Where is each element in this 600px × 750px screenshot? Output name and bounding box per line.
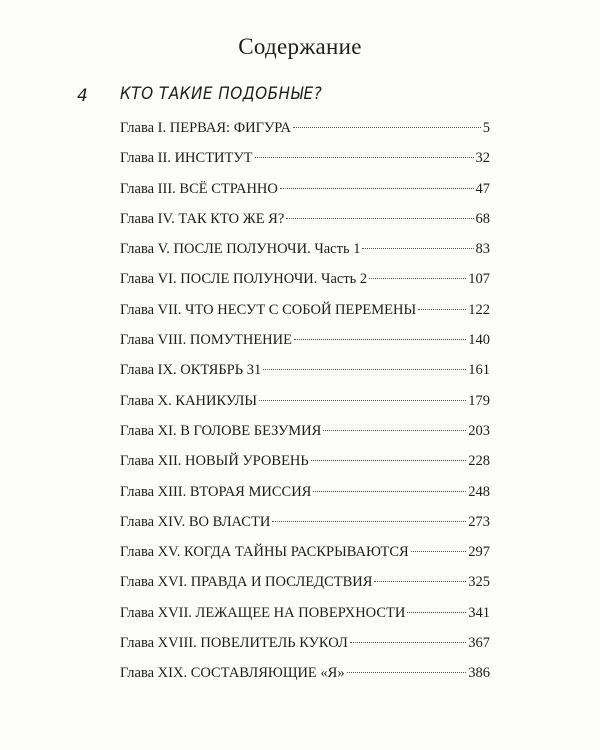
- toc-entry-page: 248: [468, 483, 490, 500]
- toc-entry[interactable]: [120, 628, 490, 658]
- toc-leader-dots: [362, 248, 473, 249]
- toc-entry-page: 367: [468, 635, 490, 652]
- toc-entry[interactable]: [120, 143, 490, 173]
- toc-entry[interactable]: [120, 477, 490, 507]
- toc-entry[interactable]: [120, 386, 490, 416]
- toc-entry-title: Глава VII. ЧТО НЕСУТ С СОБОЙ ПЕРЕМЕНЫ: [120, 301, 417, 318]
- toc-leader-dots: [350, 642, 466, 643]
- toc-entry-title: Глава III. ВСЁ СТРАННО: [120, 180, 278, 197]
- toc-entry-title: Глава XVIII. ПОВЕЛИТЕЛЬ КУКОЛ: [120, 635, 348, 652]
- toc-entry-title: Глава IV. ТАК КТО ЖЕ Я?: [120, 210, 285, 227]
- toc-entry[interactable]: [120, 234, 490, 264]
- toc-entry-title: Глава VI. ПОСЛЕ ПОЛУНОЧИ. Часть 2: [120, 271, 368, 288]
- table-of-contents: [120, 113, 490, 689]
- page-title: Содержание: [238, 34, 362, 59]
- toc-entry-page: 5: [482, 120, 490, 136]
- toc-leader-dots: [272, 521, 466, 522]
- toc-entry[interactable]: [120, 264, 490, 294]
- toc-entry-title: Глава II. ИНСТИТУТ: [120, 150, 253, 167]
- toc-entry-page: 32: [475, 150, 490, 167]
- toc-entry[interactable]: [120, 416, 490, 446]
- toc-entry-title: Глава I. ПЕРВАЯ: ФИГУРА: [120, 120, 291, 136]
- toc-entry[interactable]: [120, 446, 490, 476]
- toc-entry-page: 341: [468, 604, 490, 621]
- toc-leader-dots: [255, 157, 474, 158]
- toc-entry-title: Глава XII. НОВЫЙ УРОВЕНЬ: [120, 453, 309, 470]
- toc-entry-page: 228: [468, 453, 490, 470]
- toc-entry-page: 83: [475, 241, 490, 258]
- toc-leader-dots: [411, 551, 467, 552]
- toc-entry-title: Глава XIII. ВТОРАЯ МИССИЯ: [120, 483, 312, 500]
- toc-entry-page: 140: [468, 332, 490, 349]
- toc-entry-title: Глава IX. ОКТЯБРЬ 31: [120, 362, 262, 379]
- toc-leader-dots: [407, 612, 466, 613]
- toc-entry-page: 325: [468, 574, 490, 591]
- toc-entry[interactable]: [120, 355, 490, 385]
- toc-entry-page: 122: [468, 301, 490, 318]
- toc-entry[interactable]: [120, 295, 490, 325]
- toc-entry-page: 297: [468, 544, 490, 561]
- toc-entry[interactable]: [120, 325, 490, 355]
- toc-entry[interactable]: [120, 113, 490, 143]
- toc-leader-dots: [259, 400, 466, 401]
- section-number: 4: [77, 86, 88, 106]
- toc-entry-title: Глава VIII. ПОМУТНЕНИЕ: [120, 332, 292, 349]
- toc-leader-dots: [418, 309, 466, 310]
- toc-entry[interactable]: [120, 567, 490, 597]
- toc-leader-dots: [263, 369, 466, 370]
- toc-entry[interactable]: [120, 204, 490, 234]
- toc-leader-dots: [293, 127, 481, 128]
- toc-entry-page: 386: [468, 665, 490, 682]
- toc-entry-page: 161: [468, 362, 490, 379]
- toc-entry[interactable]: [120, 507, 490, 537]
- toc-leader-dots: [369, 278, 466, 279]
- toc-entry-page: 107: [468, 271, 490, 288]
- toc-leader-dots: [374, 581, 466, 582]
- toc-entry-page: 47: [475, 180, 490, 197]
- toc-entry[interactable]: [120, 598, 490, 628]
- toc-entry-title: Глава XI. В ГОЛОВЕ БЕЗУМИЯ: [120, 422, 322, 439]
- toc-entry-title: Глава X. КАНИКУЛЫ: [120, 392, 257, 409]
- toc-entry-page: 273: [468, 513, 490, 530]
- toc-entry-title: Глава XV. КОГДА ТАЙНЫ РАСКРЫВАЮТСЯ: [120, 544, 409, 561]
- toc-entry-title: Глава XIX. СОСТАВЛЯЮЩИЕ «Я»: [120, 665, 345, 682]
- toc-leader-dots: [286, 218, 473, 219]
- toc-leader-dots: [311, 460, 467, 461]
- toc-leader-dots: [294, 339, 466, 340]
- toc-entry-title: Глава XVI. ПРАВДА И ПОСЛЕДСТВИЯ: [120, 574, 373, 591]
- toc-entry-title: Глава XVII. ЛЕЖАЩЕЕ НА ПОВЕРХНОСТИ: [120, 604, 406, 621]
- toc-entry-title: Глава XIV. ВО ВЛАСТИ: [120, 513, 271, 530]
- toc-leader-dots: [313, 491, 466, 492]
- toc-entry-page: 179: [468, 392, 490, 409]
- toc-entry-page: 68: [475, 210, 490, 227]
- section-title: КТО ТАКИЕ ПОДОБНЫЕ?: [120, 84, 323, 104]
- toc-leader-dots: [323, 430, 466, 431]
- toc-entry[interactable]: [120, 658, 490, 688]
- toc-entry[interactable]: [120, 174, 490, 204]
- toc-leader-dots: [347, 672, 467, 673]
- toc-leader-dots: [280, 188, 474, 189]
- toc-entry-page: 203: [468, 422, 490, 439]
- toc-entry-title: Глава V. ПОСЛЕ ПОЛУНОЧИ. Часть 1: [120, 241, 361, 258]
- toc-entry[interactable]: [120, 537, 490, 567]
